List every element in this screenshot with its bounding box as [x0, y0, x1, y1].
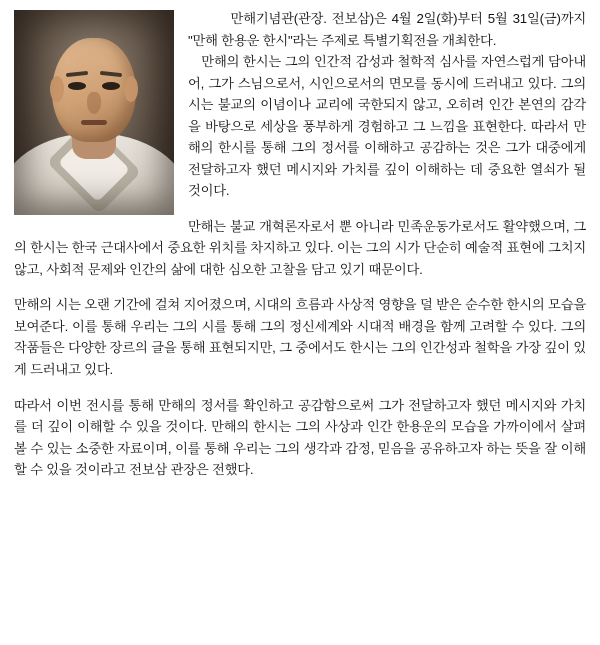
paragraph-1: 만해기념관(관장. 전보삼)은 4월 2일(화)부터 5월 31일(금)까지 "만해 한용운 한시"라는 주제로 특별기획전을 개최한다. — [188, 11, 586, 48]
portrait-photo — [14, 10, 174, 215]
paragraph-5: 따라서 이번 전시를 통해 만해의 정서를 확인하고 공감함으로써 그가 전달하고자 했던 메시지와 가치를 더 깊이 이해할 수 있을 것이다. 만해의 한시는 그의 사상과 인간 한용운의 모습을 가까이에서 살펴볼 수 있는 소중한 자료이며, 이를 통해 우리는 그의 생각과 감정, 믿음을 공유하고자 하는 뜻을 잘 이해할 수 있을 것이라고 전보삼 관장은 전했다. — [14, 397, 586, 478]
paragraph-4: 만해의 시는 오랜 기간에 걸쳐 지어졌으며, 시대의 흐름과 사상적 영향을 덜 받은 순수한 한시의 모습을 보여준다. 이를 통해 우리는 그의 시를 통해 그의 정신세계와 시대적 배경을 함께 고려할 수 있다. 그의 작품들은 다양한 장르의 글을 통해 표현되지만, 그 중에서도 한시는 그의 인간성과 철학을 가장 깊이 있게 드러내고 있다. — [14, 297, 586, 377]
article-body — [14, 8, 586, 481]
paragraph-3: 만해는 불교 개혁론자로서 뿐 아니라 민족운동가로서도 활약했으며, 그의 한시는 한국 근대사에서 중요한 위치를 차지하고 있다. 이는 그의 시가 단순히 예술적 표현에 그치지 않고, 사회적 문제와 인간의 삶에 대한 심오한 고찰을 담고 있기 때문이다. — [14, 218, 586, 277]
paragraph-2: 만해의 한시는 그의 인간적 감성과 철학적 심사를 자연스럽게 담아내어, 그가 스님으로서, 시인으로서의 면모를 동시에 드러내고 있다. 그의 시는 불교의 이념이나 교리에 국한되지 않고, 오히려 인간 본연의 감각을 바탕으로 세상을 풍부하게 경험하고 그 느낌을 표현한다. 따라서 만해의 한시를 통해 그의 정서를 이해하고 공감하는 것은 그가 대중에게 전달하고자 했던 메시지와 가치를 깊이 이해하는 데 중요한 열쇠가 될 것이다. — [188, 54, 586, 199]
portrait-vignette — [14, 10, 174, 215]
